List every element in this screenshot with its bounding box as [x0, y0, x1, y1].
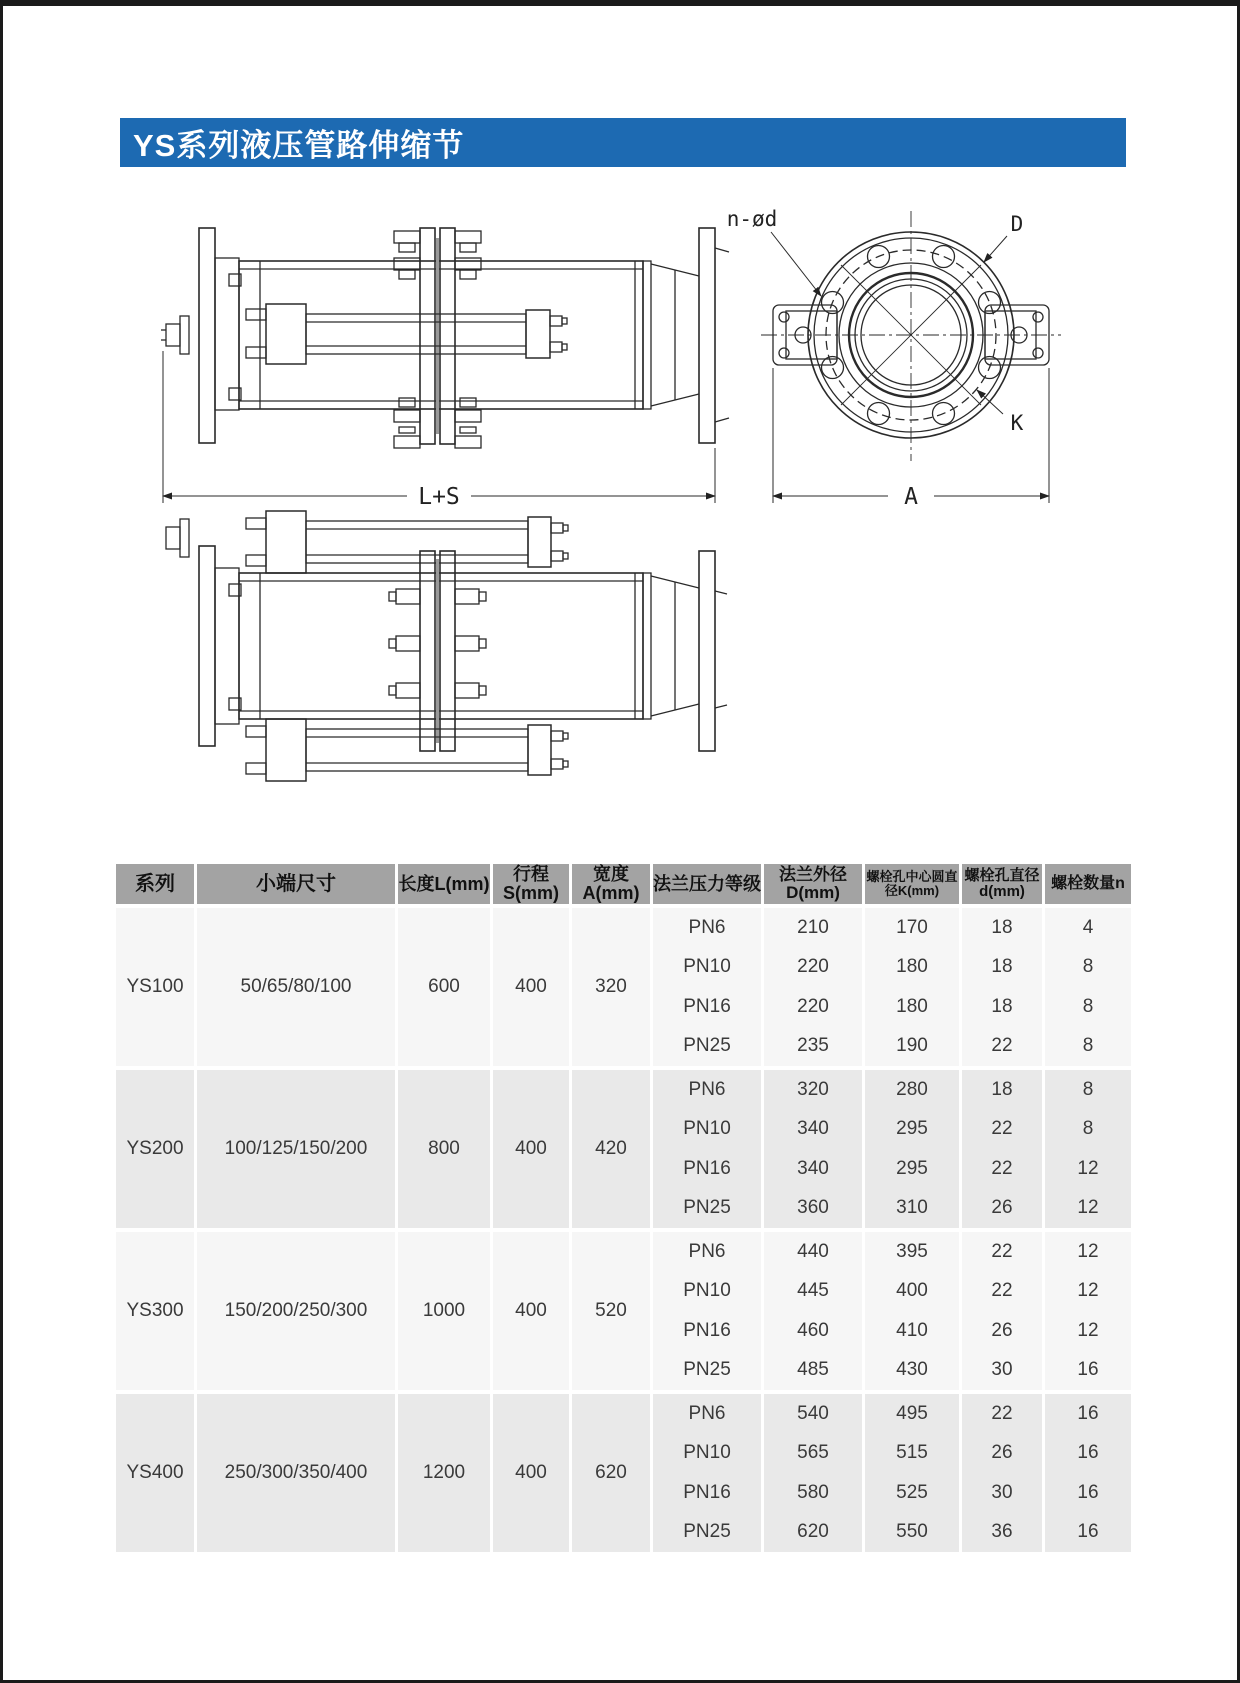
stack-cell	[653, 1394, 761, 1552]
table-value: 210	[797, 916, 829, 938]
table-value: PN16	[683, 1319, 731, 1341]
table-value: 220	[797, 956, 829, 978]
table-value: 16	[1077, 1402, 1099, 1424]
table-value: 12	[1077, 1240, 1099, 1262]
merged-cell: YS200	[116, 1070, 194, 1228]
table-value: PN10	[683, 1118, 731, 1140]
table-value: 235	[797, 1035, 829, 1057]
table-value: 220	[797, 995, 829, 1017]
stack-cell	[1045, 1070, 1131, 1228]
table-value: 460	[797, 1319, 829, 1341]
table-value: 18	[991, 916, 1013, 938]
series-block-YS300	[116, 1232, 1131, 1390]
front-view-drawing	[761, 211, 1061, 503]
table-value: PN10	[683, 1442, 731, 1464]
table-value: 360	[797, 1197, 829, 1219]
column-header-5: 宽度A(mm)	[572, 864, 650, 904]
table-value: PN6	[688, 1078, 726, 1100]
merged-cell: 100/125/150/200	[197, 1070, 395, 1228]
merged-cell: YS100	[116, 908, 194, 1066]
table-value: PN16	[683, 1157, 731, 1179]
table-value: PN10	[683, 956, 731, 978]
table-value: 12	[1077, 1157, 1099, 1179]
table-value: 16	[1077, 1359, 1099, 1381]
table-value: 310	[896, 1197, 928, 1219]
stack-cell	[962, 1394, 1042, 1552]
table-value: 320	[797, 1078, 829, 1100]
table-value: 395	[896, 1240, 928, 1262]
column-header-6: 法兰压力等级	[653, 864, 761, 904]
merged-cell: YS400	[116, 1394, 194, 1552]
table-value: 26	[991, 1197, 1013, 1219]
table-value: 30	[991, 1481, 1013, 1503]
table-value: 495	[896, 1402, 928, 1424]
column-header-9: 螺栓孔直径d(mm)	[962, 864, 1042, 904]
merged-cell: 600	[398, 908, 490, 1066]
table-value: 430	[896, 1359, 928, 1381]
table-value: 620	[797, 1521, 829, 1543]
table-value: 16	[1077, 1442, 1099, 1464]
merged-cell: 400	[493, 908, 569, 1066]
table-value: 410	[896, 1319, 928, 1341]
table-value: 12	[1077, 1197, 1099, 1219]
table-value: 180	[896, 956, 928, 978]
stack-cell	[962, 1232, 1042, 1390]
stack-cell	[764, 1394, 862, 1552]
table-value: 515	[896, 1442, 928, 1464]
table-value: PN6	[688, 1240, 726, 1262]
merged-cell: 420	[572, 1070, 650, 1228]
table-value: 30	[991, 1359, 1013, 1381]
merged-cell: 250/300/350/400	[197, 1394, 395, 1552]
table-value: 190	[896, 1035, 928, 1057]
stack-cell	[865, 908, 959, 1066]
table-value: 36	[991, 1521, 1013, 1543]
column-header-8: 螺栓孔中心圆直径K(mm)	[865, 864, 959, 904]
merged-cell: 400	[493, 1070, 569, 1228]
table-value: 8	[1082, 1078, 1094, 1100]
table-value: 18	[991, 956, 1013, 978]
merged-cell: 150/200/250/300	[197, 1232, 395, 1390]
table-value: 22	[991, 1240, 1013, 1262]
table-value: 22	[991, 1280, 1013, 1302]
stack-cell	[962, 1070, 1042, 1228]
table-value: 26	[991, 1442, 1013, 1464]
table-value: PN25	[683, 1521, 731, 1543]
stack-cell	[865, 1232, 959, 1390]
merged-cell: 1000	[398, 1232, 490, 1390]
table-value: 8	[1082, 1035, 1094, 1057]
column-header-7: 法兰外径D(mm)	[764, 864, 862, 904]
table-value: 295	[896, 1118, 928, 1140]
merged-cell: 50/65/80/100	[197, 908, 395, 1066]
merged-cell: 800	[398, 1070, 490, 1228]
stack-cell	[962, 908, 1042, 1066]
side-view-extended-drawing	[166, 511, 727, 781]
dim-label-length: L+S	[418, 484, 460, 510]
merged-cell: 400	[493, 1394, 569, 1552]
series-block-YS200	[116, 1070, 1131, 1228]
stack-cell	[653, 1070, 761, 1228]
merged-cell: YS300	[116, 1232, 194, 1390]
table-value: 22	[991, 1118, 1013, 1140]
stack-cell	[865, 1394, 959, 1552]
series-block-YS400	[116, 1394, 1131, 1552]
stack-cell	[653, 908, 761, 1066]
column-header-1: 系列	[116, 864, 194, 904]
table-value: 22	[991, 1035, 1013, 1057]
merged-cell: 1200	[398, 1394, 490, 1552]
table-value: 400	[896, 1280, 928, 1302]
table-value: 18	[991, 1078, 1013, 1100]
table-value: PN10	[683, 1280, 731, 1302]
table-value: 8	[1082, 956, 1094, 978]
stack-cell	[764, 1070, 862, 1228]
column-header-3: 长度L(mm)	[398, 864, 490, 904]
column-header-4: 行程S(mm)	[493, 864, 569, 904]
table-value: PN16	[683, 995, 731, 1017]
table-value: 16	[1077, 1521, 1099, 1543]
merged-cell: 520	[572, 1232, 650, 1390]
column-header-10: 螺栓数量n	[1045, 864, 1131, 904]
column-header-2: 小端尺寸	[197, 864, 395, 904]
merged-cell: 320	[572, 908, 650, 1066]
merged-cell: 400	[493, 1232, 569, 1390]
table-value: 4	[1082, 916, 1094, 938]
table-value: 540	[797, 1402, 829, 1424]
table-value: 340	[797, 1118, 829, 1140]
table-value: 485	[797, 1359, 829, 1381]
table-value: 525	[896, 1481, 928, 1503]
table-value: PN16	[683, 1481, 731, 1503]
table-value: 550	[896, 1521, 928, 1543]
stack-cell	[1045, 908, 1131, 1066]
table-value: 180	[896, 995, 928, 1017]
stack-cell	[1045, 1394, 1131, 1552]
stack-cell	[764, 1232, 862, 1390]
table-value: 580	[797, 1481, 829, 1503]
table-value: 12	[1077, 1319, 1099, 1341]
stack-cell	[1045, 1232, 1131, 1390]
table-value: 340	[797, 1157, 829, 1179]
side-view-retracted-drawing	[161, 228, 729, 503]
spec-table	[116, 864, 1131, 1552]
table-value: 16	[1077, 1481, 1099, 1503]
table-value: 8	[1082, 1118, 1094, 1140]
merged-cell: 620	[572, 1394, 650, 1552]
table-value: PN25	[683, 1035, 731, 1057]
table-value: 445	[797, 1280, 829, 1302]
table-value: 12	[1077, 1280, 1099, 1302]
table-value: 18	[991, 995, 1013, 1017]
table-value: 22	[991, 1402, 1013, 1424]
table-value: 295	[896, 1157, 928, 1179]
table-value: 22	[991, 1157, 1013, 1179]
bolt-holes-label: n-ød	[726, 207, 778, 231]
dim-label-width: A	[904, 484, 918, 510]
table-value: 26	[991, 1319, 1013, 1341]
table-value: PN25	[683, 1359, 731, 1381]
table-value: PN6	[688, 1402, 726, 1424]
stack-cell	[865, 1070, 959, 1228]
table-value: 170	[896, 916, 928, 938]
table-value: 280	[896, 1078, 928, 1100]
stack-cell	[764, 908, 862, 1066]
table-value: PN25	[683, 1197, 731, 1219]
table-value: 8	[1082, 995, 1094, 1017]
page-title: YS系列液压管路伸缩节	[133, 128, 465, 163]
stack-cell	[653, 1232, 761, 1390]
flange-od-label: D	[1010, 212, 1024, 236]
spec-table-body	[116, 908, 1131, 1552]
table-value: PN6	[688, 916, 726, 938]
table-value: 565	[797, 1442, 829, 1464]
spec-table-header	[116, 864, 1131, 904]
series-block-YS100	[116, 908, 1131, 1066]
bolt-circle-label: K	[1010, 411, 1024, 435]
table-value: 440	[797, 1240, 829, 1262]
